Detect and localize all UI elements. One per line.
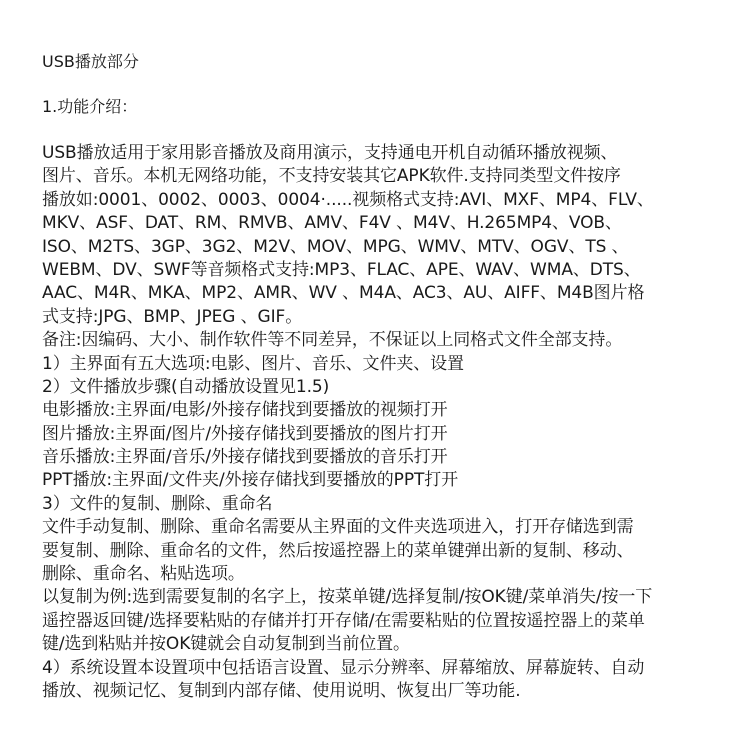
text-line: 播放如:0001、0002、0003、0004·.....视频格式支持:AVI、MXF、MP4、FLV、: [42, 189, 654, 210]
text-line: 删除、重命名、粘贴选项。: [42, 564, 245, 585]
text-line: 2）文件播放步骤(自动播放设置见1.5): [42, 376, 330, 397]
text-line: MKV、ASF、DAT、RM、RMVB、AMV、F4V 、M4V、H.265MP4、VOB、: [42, 213, 622, 234]
text-line: 3）文件的复制、删除、重命名: [42, 493, 273, 514]
text-line: 要复制、删除、重命名的文件，然后按遥控器上的菜单键弹出新的复制、移动、: [42, 540, 634, 561]
text-line: 以复制为例:选到需要复制的名字上，按菜单键/选择复制/按OK键/菜单消失/按一下: [42, 587, 653, 608]
text-line: WEBM、DV、SWF等音频格式支持:MP3、FLAC、APE、WAV、WMA、DTS、: [42, 259, 641, 280]
text-line: 电影播放:主界面/电影/外接存储找到要播放的视频打开: [42, 400, 448, 421]
body-text: [42, 142, 730, 703]
text-line: PPT播放:主界面/文件夹/外接存储找到要播放的PPT打开: [42, 470, 459, 491]
text-line: 文件手动复制、删除、重命名需要从主界面的文件夹选项进入，打开存储选到需: [42, 517, 634, 538]
text-line: 备注:因编码、大小、制作软件等不同差异，不保证以上同格式文件全部支持。: [42, 330, 623, 351]
text-line: 式支持:JPG、BMP、JPEG 、GIF。: [42, 306, 303, 327]
text-line: 4）系统设置本设置项中包括语言设置、显示分辨率、屏幕缩放、屏幕旋转、自动: [42, 657, 645, 678]
section-title: USB播放部分: [42, 52, 139, 71]
text-line: ISO、M2TS、3GP、3G2、M2V、MOV、MPG、WMV、MTV、OGV、TS 、: [42, 236, 629, 257]
text-line: 音乐播放:主界面/音乐/外接存储找到要播放的音乐打开: [42, 447, 448, 468]
text-line: 图片播放:主界面/图片/外接存储找到要播放的图片打开: [42, 423, 448, 444]
text-line: 1）主界面有五大选项:电影、图片、音乐、文件夹、设置: [42, 353, 464, 374]
text-line: 播放、视频记忆、复制到内部存储、使用说明、恢复出厂等功能.: [42, 680, 521, 701]
text-line: 图片、音乐。本机无网络功能，不支持安装其它APK软件.支持同类型文件按序: [42, 166, 621, 187]
text-line: 遥控器返回键/选择要粘贴的存储并打开存储/在需要粘贴的位置按遥控器上的菜单: [42, 610, 645, 631]
text-line: USB播放适用于家用影音播放及商用演示，支持通电开机自动循环播放视频、: [42, 143, 618, 163]
text-line: AAC、M4R、MKA、MP2、AMR、WV 、M4A、AC3、AU、AIFF、M4B图片格: [42, 283, 645, 304]
subsection-heading: 1.功能介绍：: [42, 97, 138, 116]
text-line: 键/选到粘贴并按OK键就会自动复制到当前位置。: [42, 634, 410, 655]
